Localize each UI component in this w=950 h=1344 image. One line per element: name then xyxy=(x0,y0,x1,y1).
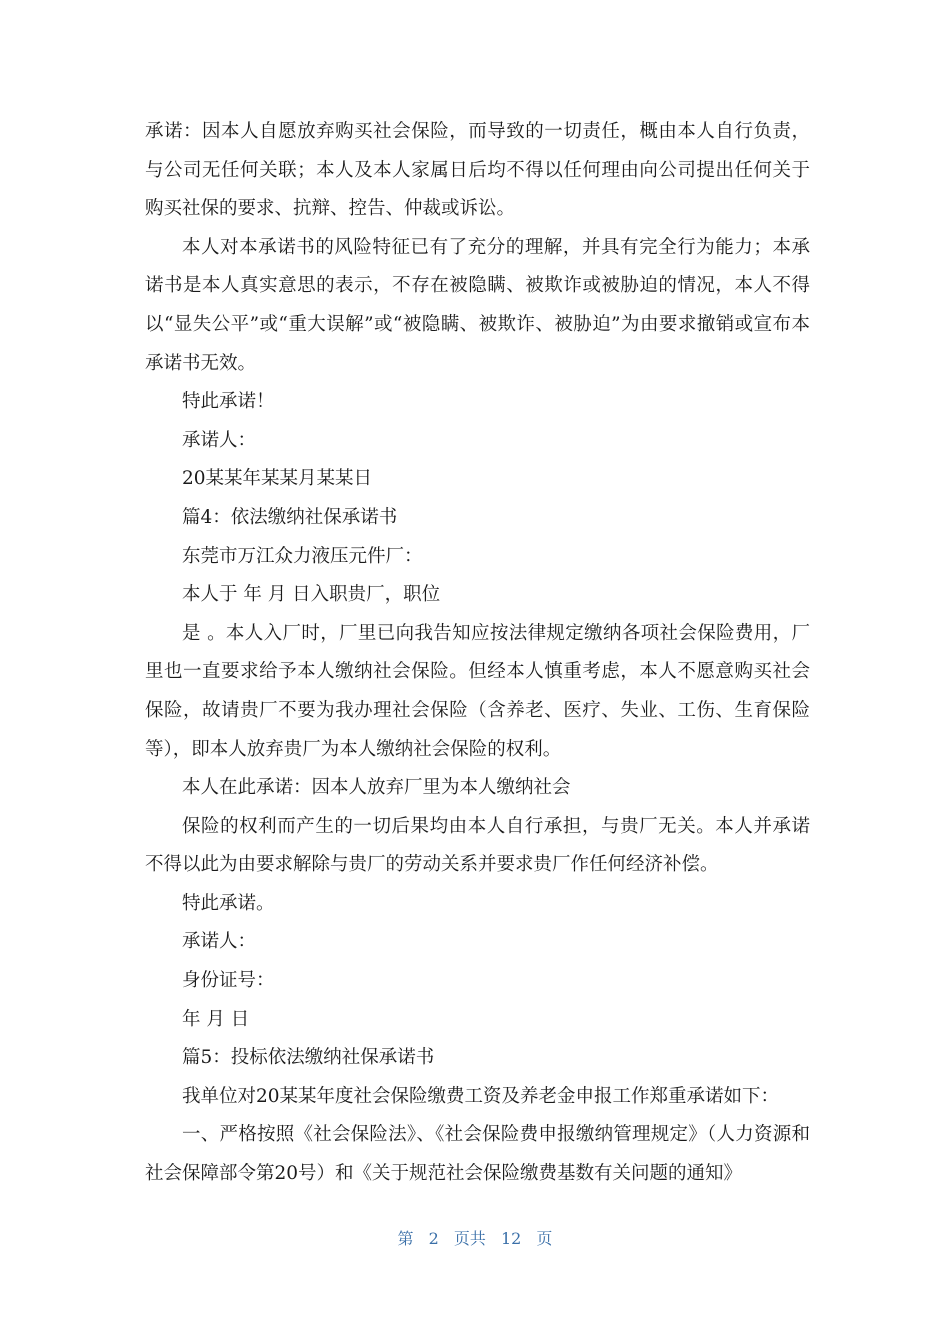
paragraph: 承诺：因本人自愿放弃购买社会保险，而导致的一切责任，概由本人自行负责，与公司无任何关联；本人及本人家属日后均不得以任何理由向公司提出任何关于购买社保的要求、抗辩、控告、仲裁或诉讼。 xyxy=(145,121,810,220)
page-number: 第 2 页共 12 页 xyxy=(397,1229,553,1248)
paragraph: 20某某年某某月某某日 xyxy=(182,468,373,490)
paragraph: 篇5：投标依法缴纳社保承诺书 xyxy=(182,1047,435,1069)
paragraph: 承诺人： xyxy=(182,429,257,451)
paragraph: 身份证号： xyxy=(182,970,275,992)
paragraph: 是 。本人入厂时，厂里已向我告知应按法律规定缴纳各项社会保险费用，厂里也一直要求给予本人缴纳社会保险。但经本人慎重考虑，本人不愿意购买社会保险，故请贵厂不要为我办理社会保险（含养老、医疗、失业、工伤、生育保险等），即本人放弃贵厂为本人缴纳社会保险的权利。 xyxy=(145,622,810,760)
paragraph: 篇4：依法缴纳社保承诺书 xyxy=(182,506,398,528)
paragraph: 年 月 日 xyxy=(182,1008,250,1030)
paragraph: 特此承诺。 xyxy=(182,892,275,914)
paragraph: 一、严格按照《社会保险法》、《社会保险费申报缴纳管理规定》（人力资源和社会保障部令第20号）和《关于规范社会保险缴费基数有关问题的通知》 xyxy=(145,1124,810,1185)
document-body xyxy=(145,113,810,1194)
paragraph: 特此承诺！ xyxy=(182,391,275,413)
paragraph: 承诺人： xyxy=(182,931,257,953)
paragraph: 东莞市万江众力液压元件厂： xyxy=(182,545,423,567)
paragraph: 本人在此承诺：因本人放弃厂里为本人缴纳社会 xyxy=(182,777,571,799)
paragraph: 本人对本承诺书的风险特征已有了充分的理解，并具有完全行为能力；本承诺书是本人真实意思的表示，不存在被隐瞒、被欺诈或被胁迫的情况，本人不得以“显失公平”或“重大误解”或“被隐瞒、被欺诈、被胁迫”为由要求撤销或宣布本承诺书无效。 xyxy=(145,236,810,374)
paragraph: 保险的权利而产生的一切后果均由本人自行承担，与贵厂无关。本人并承诺不得以此为由要求解除与贵厂的劳动关系并要求贵厂作任何经济补偿。 xyxy=(145,815,810,876)
paragraph: 本人于 年 月 日入职贵厂，职位 xyxy=(182,584,441,606)
paragraph: 我单位对20某某年度社会保险缴费工资及养老金申报工作郑重承诺如下： xyxy=(182,1085,780,1107)
